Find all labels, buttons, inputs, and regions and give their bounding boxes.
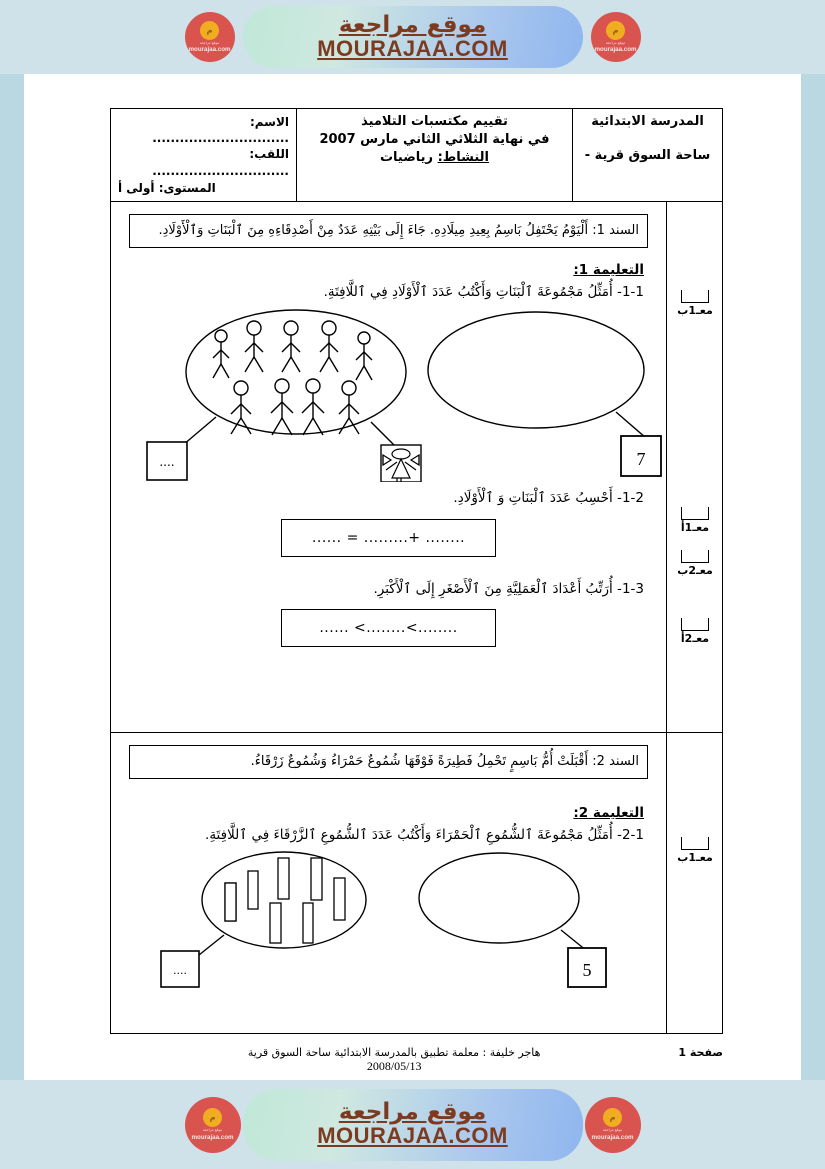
exercise-1-diagram[interactable] (111, 302, 666, 482)
exam-period: في نهاية الثلاثي الثاني مارس 2007 (319, 132, 550, 147)
student-level-label: المستوى: (158, 180, 216, 195)
branding-pill (188, 6, 637, 68)
logo-subtitle-arabic: موقع مراجعة (605, 40, 626, 45)
header-student-cell (111, 109, 296, 201)
student-surname-label: اللقب: (249, 147, 289, 162)
footer-date: 2008/05/13 (366, 1059, 422, 1073)
question-1-3: 1-3- أُرَتِّبُ أَعْدَادَ ٱلْعَمَلِيَّةِ مِنَ ٱلْأَصْغَرِ إِلَى ٱلْأَكْبَرِ. (373, 580, 644, 597)
logo-subtitle-english: mourajaa.com (594, 46, 637, 54)
exercise-2-prompt (129, 745, 648, 779)
exercise-1-prompt (129, 214, 648, 248)
logo-badge-icon: م (606, 21, 625, 40)
header-school-cell (572, 109, 722, 201)
left-set-ellipse (186, 310, 406, 434)
right-set-label: 7 (636, 449, 646, 470)
subject-value: رياضيات (379, 150, 434, 165)
branding-english-text: MOURAJAA.COM (317, 1123, 508, 1149)
subject-label: النشاط: (437, 150, 490, 165)
question-1-2: 1-2- أَحْسِبُ عَدَدَ ٱلْبَنَاتِ وَ ٱلْأَوْلَادِ. (453, 490, 644, 507)
worksheet-header-table (111, 109, 722, 201)
document-page (24, 74, 801, 1080)
criterion-1b-ex2 (667, 837, 723, 864)
worksheet-footer (110, 1042, 723, 1074)
branding-arabic-text: موقع مراجعة (338, 1099, 487, 1126)
criterion-2b-ex1 (667, 550, 723, 577)
branding-arabic-text: موقع مراجعة (338, 11, 487, 38)
criterion-label: معـ2أ (680, 631, 710, 645)
prompt-label: السند 1: (592, 222, 639, 238)
question-1-3-answer-box[interactable]: ........>........> ...... (281, 609, 496, 647)
logo-subtitle-english: mourajaa.com (591, 1133, 634, 1141)
candle-group (225, 858, 345, 943)
student-level-row (118, 180, 289, 196)
criterion-score-box[interactable] (681, 550, 709, 563)
footer-author: هاجر خليفة : معلمة تطبيق بالمدرسة الابتدائية ساحة السوق قرية (247, 1046, 541, 1059)
logo-subtitle-english: mourajaa.com (188, 46, 231, 54)
student-surname-row[interactable] (118, 146, 289, 178)
exercise-1-criteria-column (666, 202, 722, 732)
prompt-label: السند 2: (592, 753, 639, 769)
logo-badge-icon: م (203, 1108, 222, 1127)
girl-figure-key-icon (381, 445, 421, 482)
exercise-1-content (111, 202, 666, 732)
exercise-2-instruction-title: التعليمة 2: (573, 805, 644, 822)
header-exam-cell (296, 109, 572, 201)
student-level-value: أولى أ (118, 180, 155, 195)
exercise-2-section (111, 732, 722, 1033)
mourajaa-logo-icon-right (591, 12, 641, 62)
exercise-2-diagram[interactable] (111, 845, 666, 990)
logo-subtitle-arabic: موقع مراجعة (602, 1128, 623, 1133)
exam-title: تقييم مكتسبات التلاميذ (361, 114, 508, 129)
footer-credit (110, 1046, 678, 1074)
branding-english-text: MOURAJAA.COM (317, 35, 508, 61)
mourajaa-logo-icon-right (585, 1097, 641, 1153)
right-set-ellipse (428, 312, 644, 428)
exercise-2-content (111, 733, 666, 1033)
question-1-2-answer-box[interactable]: ........ +......... = ...... (281, 519, 496, 557)
criterion-label: معـ1ب (677, 850, 713, 864)
criterion-label: معـ1أ (680, 520, 710, 534)
right-set-label: 5 (582, 960, 592, 981)
exercise-1-section (111, 201, 722, 732)
logo-badge-icon: م (603, 1108, 622, 1127)
criterion-label: معـ1ب (677, 303, 713, 317)
logo-subtitle-arabic: موقع مراجعة (199, 40, 220, 45)
school-name: المدرسة الابتدائية (591, 114, 704, 129)
student-name-row[interactable] (118, 114, 289, 146)
top-branding-banner (0, 0, 825, 74)
mourajaa-logo-icon-left (185, 1097, 241, 1153)
worksheet-frame (110, 108, 723, 1034)
logo-subtitle-arabic: موقع مراجعة (202, 1128, 223, 1133)
criterion-1b-ex1 (667, 290, 723, 317)
question-2-1: 2-1- أُمَثِّلُ مَجْمُوعَةَ ٱلشُّمُوعِ ٱلْحَمْرَاءَ وَأَكْتُبُ عَدَدَ ٱلشُّمُوعِ ٱلزَّرْقَاءَ فِي ٱللَّافِتَةِ. (205, 827, 644, 844)
criterion-score-box[interactable] (681, 290, 709, 303)
prompt-text: أَلْيَوْمُ يَحْتَفِلُ بَاسِمُ بِعِيدِ مِيلَادِهِ. جَاءَ إِلَى بَيْتِهِ عَدَدٌ مِنْ أَصْدِقَاءِهِ مِنَ ٱلْبَنَاتِ وَٱلْأَوْلَادِ. (158, 222, 589, 238)
exercise-1-instruction-title: التعليمة 1: (573, 262, 644, 279)
criterion-1a-ex1 (667, 507, 723, 534)
page-number: صفحة 1 (678, 1046, 723, 1059)
logo-badge-icon: م (200, 21, 219, 40)
criterion-label: معـ2ب (677, 563, 713, 577)
exam-subject-row (304, 150, 565, 165)
student-name-label: الاسم: (249, 115, 289, 129)
student-surname-value: .............................. (152, 163, 289, 178)
left-set-label: .... (159, 455, 175, 470)
criterion-score-box[interactable] (681, 837, 709, 850)
student-name-value: .............................. (152, 131, 289, 146)
school-location: ساحة السوق قرية - (584, 148, 711, 163)
branding-pill (191, 1089, 634, 1161)
left-set-label: .... (173, 964, 187, 978)
exercise-2-criteria-column (666, 733, 722, 1033)
mourajaa-logo-icon-left (185, 12, 235, 62)
criterion-score-box[interactable] (681, 618, 709, 631)
question-1-1: 1-1- أُمَثِّلُ مَجْمُوعَةَ ٱلْبَنَاتِ وَأَكْتُبُ عَدَدَ ٱلْأَوْلَادِ فِي ٱللَّافِتَةِ. (323, 284, 644, 301)
bottom-branding-banner (0, 1080, 825, 1169)
criterion-score-box[interactable] (681, 507, 709, 520)
prompt-text: أَقْبَلَتْ أُمُّ بَاسِمٍ تَحْمِلُ فَطِيرَةً فَوْقَهَا شُمُوعٌ حَمْرَاءُ وَشُمُوعٌ زَرْقَاءُ. (250, 753, 589, 769)
logo-subtitle-english: mourajaa.com (191, 1133, 234, 1141)
right-set-ellipse (419, 853, 579, 943)
criterion-2a-ex1 (667, 618, 723, 645)
